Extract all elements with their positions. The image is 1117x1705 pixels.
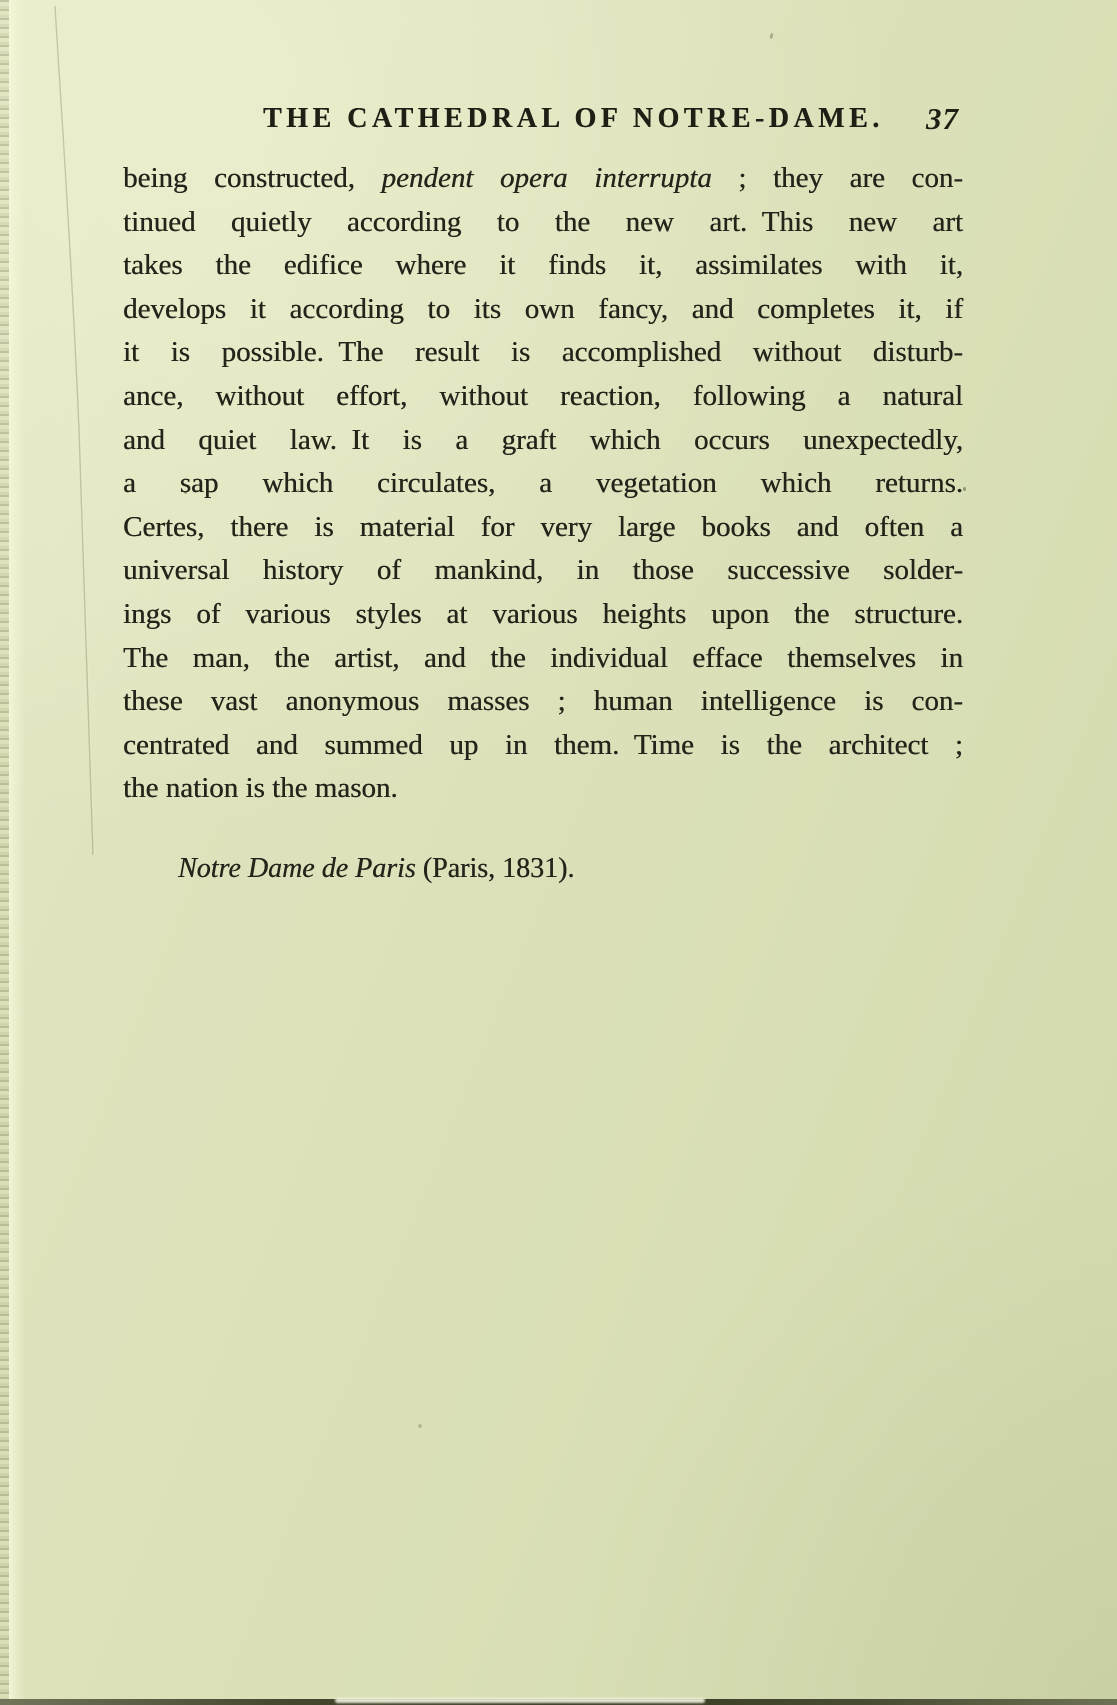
citation xyxy=(178,853,574,885)
citation-imprint: (Paris, 1831). xyxy=(415,853,575,884)
text-line xyxy=(123,157,963,201)
scan-speck xyxy=(418,1424,422,1428)
running-head xyxy=(123,101,963,143)
text-segment: it is possible. The result is accomplished without disturb- xyxy=(123,336,963,369)
text-segment: centrated and summed up in them. Time is the architect ; xyxy=(123,728,963,761)
text-segment: the nation is the mason. xyxy=(123,772,398,805)
text-line xyxy=(123,593,963,637)
text-line xyxy=(123,767,963,811)
text-segment: ance, without effort, without reaction, following a natural xyxy=(123,379,963,412)
page-title: THE CATHEDRAL OF NOTRE-DAME. xyxy=(263,103,884,134)
text-segment: tinued quietly according to the new art. This new art xyxy=(123,205,963,238)
text-line xyxy=(123,549,963,593)
text-line xyxy=(123,288,963,332)
text-line xyxy=(123,244,963,288)
text-segment: ings of various styles at various heights upon the structure. xyxy=(123,597,963,630)
text-line xyxy=(123,201,963,245)
text-segment: being constructed, xyxy=(123,162,382,194)
italic-latin-phrase: pendent opera interrupta xyxy=(381,162,712,194)
page-number: 37 xyxy=(926,101,959,136)
text-segment: and quiet law. It is a graft which occurs unexpectedly, xyxy=(123,423,963,456)
text-line xyxy=(123,375,963,419)
scan-speck xyxy=(963,487,966,491)
text-line xyxy=(123,637,963,681)
text-segment: ; they are con- xyxy=(711,162,963,194)
citation-work-title: Notre Dame de Paris xyxy=(178,853,416,884)
text-line xyxy=(123,680,963,724)
text-line xyxy=(123,724,963,768)
text-segment: universal history of mankind, in those successive solder- xyxy=(123,554,963,587)
text-line xyxy=(123,419,963,463)
text-line xyxy=(123,506,963,550)
text-segment: develops it according to its own fancy, and completes it, if xyxy=(123,292,963,325)
body-text xyxy=(123,157,963,811)
text-segment: Certes, there is material for very large books and often a xyxy=(123,510,963,543)
scan-bottom-edge-highlight xyxy=(335,1698,705,1703)
text-segment: The man, the artist, and the individual efface themselves in xyxy=(123,641,963,674)
text-segment: takes the edifice where it finds it, assimilates with it, xyxy=(123,249,963,282)
text-line xyxy=(123,462,963,506)
text-segment: a sap which circulates, a vegetation which returns. xyxy=(123,467,963,500)
text-line xyxy=(123,331,963,375)
text-segment: these vast anonymous masses ; human intelligence is con- xyxy=(123,685,963,718)
